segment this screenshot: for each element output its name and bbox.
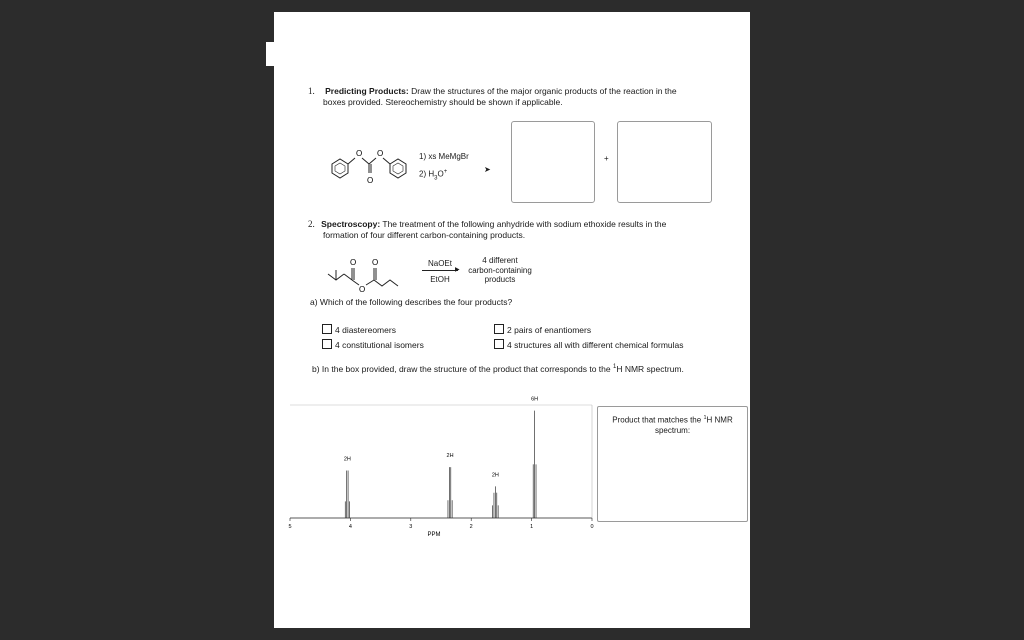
option-different-formulas[interactable] bbox=[494, 339, 684, 350]
tick-label: 3 bbox=[409, 524, 413, 530]
plus-sign: + bbox=[604, 154, 609, 163]
benzene-ring-left bbox=[332, 159, 348, 178]
bond bbox=[352, 280, 359, 285]
oxygen-label: O bbox=[372, 258, 379, 267]
nmr-spectrum-chart bbox=[280, 380, 610, 545]
bond bbox=[383, 158, 390, 164]
checkbox[interactable] bbox=[322, 339, 332, 349]
question-2 bbox=[308, 219, 728, 241]
question-title: Spectroscopy: bbox=[321, 219, 381, 229]
nmr-peak bbox=[448, 467, 452, 518]
reagents-q1 bbox=[419, 152, 469, 183]
answer-box-nmr-product[interactable] bbox=[597, 406, 748, 522]
aromatic-circle-right bbox=[393, 163, 403, 174]
option-enantiomers[interactable] bbox=[494, 324, 591, 335]
nmr-peak bbox=[533, 411, 536, 518]
bond bbox=[344, 274, 352, 280]
products-line-1: 4 different bbox=[482, 256, 518, 265]
question-number: 1. bbox=[308, 86, 315, 96]
question-1 bbox=[308, 86, 728, 108]
question-text-line1: The treatment of the following anhydride with sodium ethoxide results in the bbox=[382, 219, 667, 229]
answer-box-product-2[interactable] bbox=[617, 121, 712, 203]
option-label: 2 pairs of enantiomers bbox=[507, 325, 592, 335]
tick-label: 5 bbox=[288, 524, 292, 530]
reagent-step-1: 1) xs MeMgBr bbox=[419, 152, 469, 161]
answer-box-prompt: Product that matches the $^1$H NMR spectrum: bbox=[612, 415, 733, 435]
tick-label: 1 bbox=[530, 524, 534, 530]
peak-integration-label: 2H bbox=[491, 472, 499, 479]
bond bbox=[366, 280, 374, 285]
option-label: 4 structures all with different chemical formulas bbox=[507, 340, 684, 350]
bond bbox=[348, 158, 355, 164]
question-text-line2: boxes provided. Stereochemistry should be shown if applicable. bbox=[323, 97, 563, 107]
question-title: Predicting Products: bbox=[325, 86, 409, 96]
question-text-line2: formation of four different carbon-containing products. bbox=[323, 230, 526, 240]
sidebar-tab[interactable] bbox=[266, 42, 274, 66]
checkbox[interactable] bbox=[494, 324, 504, 334]
peak-integration-label: 2H bbox=[343, 456, 351, 463]
peak-integration-label: 6H bbox=[531, 396, 539, 403]
propyl-chain bbox=[374, 280, 398, 286]
products-line-3: products bbox=[484, 275, 516, 284]
option-label: 4 constitutional isomers bbox=[335, 340, 424, 350]
oxygen-label: O bbox=[350, 258, 357, 267]
tick-label: 0 bbox=[590, 524, 594, 530]
arrow-head-icon: ▶ bbox=[455, 267, 460, 273]
products-line-2: carbon-containing bbox=[468, 265, 532, 275]
option-diastereomers[interactable] bbox=[322, 324, 396, 335]
tick-label: 2 bbox=[469, 524, 473, 530]
oxygen-label: O bbox=[377, 149, 384, 158]
reagent-top: NaOEt bbox=[427, 259, 452, 268]
part-b-question: b) In the box provided, draw the structure of the product that corresponds to the $^1$H NMR spectrum. bbox=[312, 363, 684, 374]
axis-label: PPM bbox=[427, 532, 441, 538]
checkbox[interactable] bbox=[322, 324, 332, 334]
diphenyl-carbonate-structure bbox=[322, 142, 417, 192]
oxygen-label: O bbox=[367, 176, 374, 185]
reagent-bottom: EtOH bbox=[430, 275, 450, 284]
question-number: 2. bbox=[308, 219, 315, 229]
nmr-peak bbox=[345, 471, 349, 518]
peak-integration-label: 2H bbox=[446, 453, 454, 460]
part-a-question: a) Which of the following describes the four products? bbox=[310, 297, 513, 307]
option-constitutional-isomers[interactable] bbox=[322, 339, 424, 350]
reaction-arrow bbox=[422, 270, 458, 271]
products-description bbox=[462, 256, 538, 285]
question-text-line1: Draw the structures of the major organic products of the reaction in the bbox=[411, 86, 677, 96]
oxygen-label: O bbox=[356, 149, 363, 158]
oxygen-label: O bbox=[359, 285, 366, 294]
checkbox[interactable] bbox=[494, 339, 504, 349]
reagent-step-2: 2) $H_3O^+$ bbox=[419, 168, 448, 181]
bond bbox=[362, 158, 369, 164]
option-label: 4 diastereomers bbox=[335, 325, 396, 335]
reaction-arrow-icon: ➤ bbox=[484, 165, 491, 174]
anhydride-structure bbox=[324, 252, 424, 294]
benzene-ring-right bbox=[390, 159, 406, 178]
bond bbox=[369, 158, 376, 164]
tick-label: 4 bbox=[348, 524, 352, 530]
answer-box-product-1[interactable] bbox=[511, 121, 595, 203]
nmr-peak bbox=[493, 486, 499, 518]
aromatic-circle-left bbox=[335, 163, 345, 174]
